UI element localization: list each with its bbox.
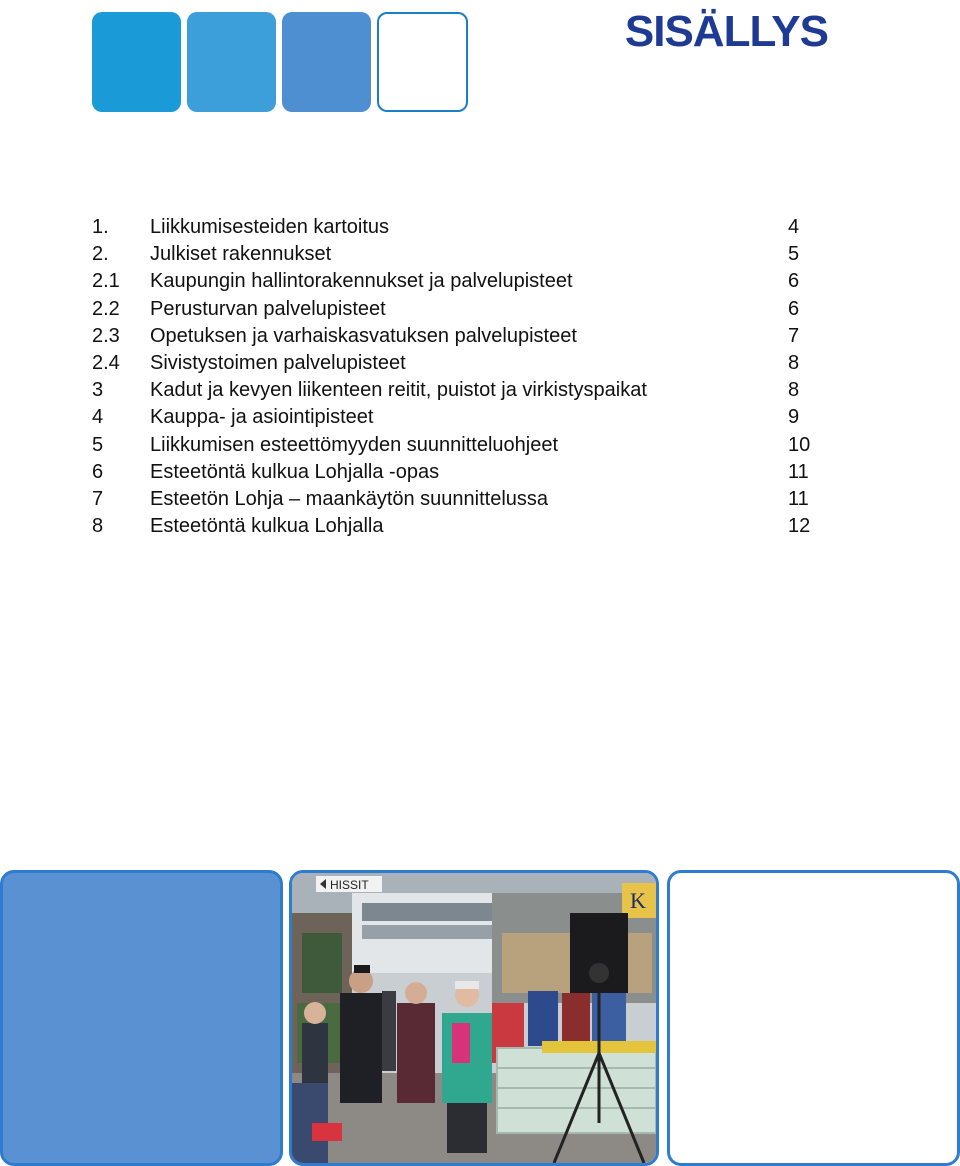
toc-title: Julkiset rakennukset	[150, 243, 332, 266]
toc-number: 8	[92, 515, 104, 538]
toc-title: Esteetöntä kulkua Lohjalla -opas	[150, 460, 440, 483]
toc-page-number: 5	[788, 243, 800, 266]
toc-row[interactable]	[92, 432, 832, 459]
decorative-tile-outline	[377, 12, 468, 112]
photo-illustration	[292, 873, 656, 1163]
toc-title: Liikkumisesteiden kartoitus	[150, 216, 389, 238]
toc-page-number: 8	[788, 379, 800, 402]
toc-row[interactable]	[92, 404, 832, 431]
page-title: SISÄLLYS	[624, 7, 828, 56]
table-of-contents	[92, 214, 832, 540]
toc-number: 2.4	[92, 351, 120, 374]
toc-number: 2.2	[92, 297, 120, 320]
toc-page-number: 7	[788, 324, 800, 347]
toc-page-number: 4	[788, 216, 800, 238]
toc-row[interactable]	[92, 377, 832, 404]
toc-number: 2.	[92, 243, 109, 266]
toc-row[interactable]	[92, 268, 832, 295]
toc-number: 4	[92, 406, 104, 429]
toc-number: 5	[92, 433, 104, 456]
toc-number: 6	[92, 460, 104, 483]
toc-page-number: 6	[788, 297, 800, 320]
toc-row[interactable]	[92, 486, 832, 513]
toc-title: Kauppa- ja asiointipisteet	[150, 406, 374, 429]
toc-row[interactable]	[92, 323, 832, 350]
toc-page-number: 9	[788, 406, 800, 429]
toc-page-number: 12	[788, 515, 811, 538]
decorative-tile-1	[92, 12, 181, 112]
shop-sign: K	[630, 888, 646, 913]
toc-title: Kadut ja kevyen liikenteen reitit, puistot ja virkistyspaikat	[150, 379, 647, 402]
bottom-tile-left	[0, 870, 283, 1166]
bottom-tile-right-outline	[667, 870, 960, 1166]
toc-title: Sivistystoimen palvelupisteet	[150, 351, 406, 374]
toc-title: Perusturvan palvelupisteet	[150, 297, 386, 320]
decorative-tile-2	[187, 12, 276, 112]
toc-number: 3	[92, 379, 104, 402]
toc-row[interactable]	[92, 214, 832, 241]
toc-number: 7	[92, 487, 104, 510]
toc-page-number: 11	[788, 460, 809, 483]
toc-page-number: 6	[788, 270, 800, 293]
toc-number: 1.	[92, 216, 109, 238]
toc-title: Esteetöntä kulkua Lohjalla	[150, 515, 384, 538]
toc-number: 2.3	[92, 324, 120, 347]
toc-row[interactable]	[92, 350, 832, 377]
hissit-sign: HISSIT	[330, 878, 369, 892]
toc-title: Kaupungin hallintorakennukset ja palvelupisteet	[150, 270, 573, 293]
toc-row[interactable]	[92, 241, 832, 268]
photo-shopping-mall-hall	[289, 870, 659, 1166]
toc-title: Opetuksen ja varhaiskasvatuksen palvelupisteet	[150, 324, 577, 347]
toc-number: 2.1	[92, 270, 120, 293]
toc-row[interactable]	[92, 513, 832, 540]
decorative-tile-3	[282, 12, 371, 112]
toc-row[interactable]	[92, 296, 832, 323]
toc-row[interactable]	[92, 459, 832, 486]
toc-title: Liikkumisen esteettömyyden suunnitteluohjeet	[150, 433, 559, 456]
toc-title: Esteetön Lohja – maankäytön suunnittelussa	[150, 487, 549, 510]
toc-page-number: 10	[788, 433, 811, 456]
toc-page-number: 8	[788, 351, 800, 374]
toc-page-number: 11	[788, 487, 809, 510]
